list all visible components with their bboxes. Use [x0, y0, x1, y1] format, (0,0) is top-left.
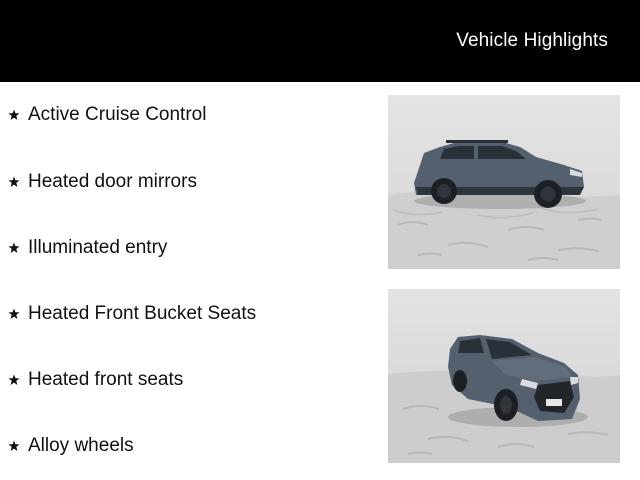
- feature-label: Heated door mirrors: [28, 171, 197, 192]
- list-item: [8, 368, 183, 392]
- feature-label: Active Cruise Control: [28, 104, 207, 125]
- feature-label: Heated front seats: [28, 369, 184, 390]
- star-icon: [8, 176, 20, 188]
- vehicle-photo-front: [388, 289, 620, 463]
- star-icon: [8, 440, 20, 452]
- suv-side-image: [388, 95, 620, 269]
- suv-front-image: [388, 289, 620, 463]
- list-item: [8, 103, 206, 127]
- feature-list: [0, 82, 380, 480]
- list-item: [8, 434, 134, 458]
- star-icon: [8, 308, 20, 320]
- header-bar: [0, 0, 640, 82]
- list-item: [8, 170, 197, 194]
- list-item: [8, 236, 167, 260]
- page-title: Vehicle Highlights: [456, 30, 608, 51]
- star-icon: [8, 242, 20, 254]
- list-item: [8, 302, 256, 326]
- star-icon: [8, 374, 20, 386]
- vehicle-photo-side: [388, 95, 620, 269]
- feature-label: Heated Front Bucket Seats: [28, 303, 257, 324]
- feature-label: Illuminated entry: [28, 237, 168, 258]
- feature-label: Alloy wheels: [28, 435, 134, 456]
- star-icon: [8, 109, 20, 121]
